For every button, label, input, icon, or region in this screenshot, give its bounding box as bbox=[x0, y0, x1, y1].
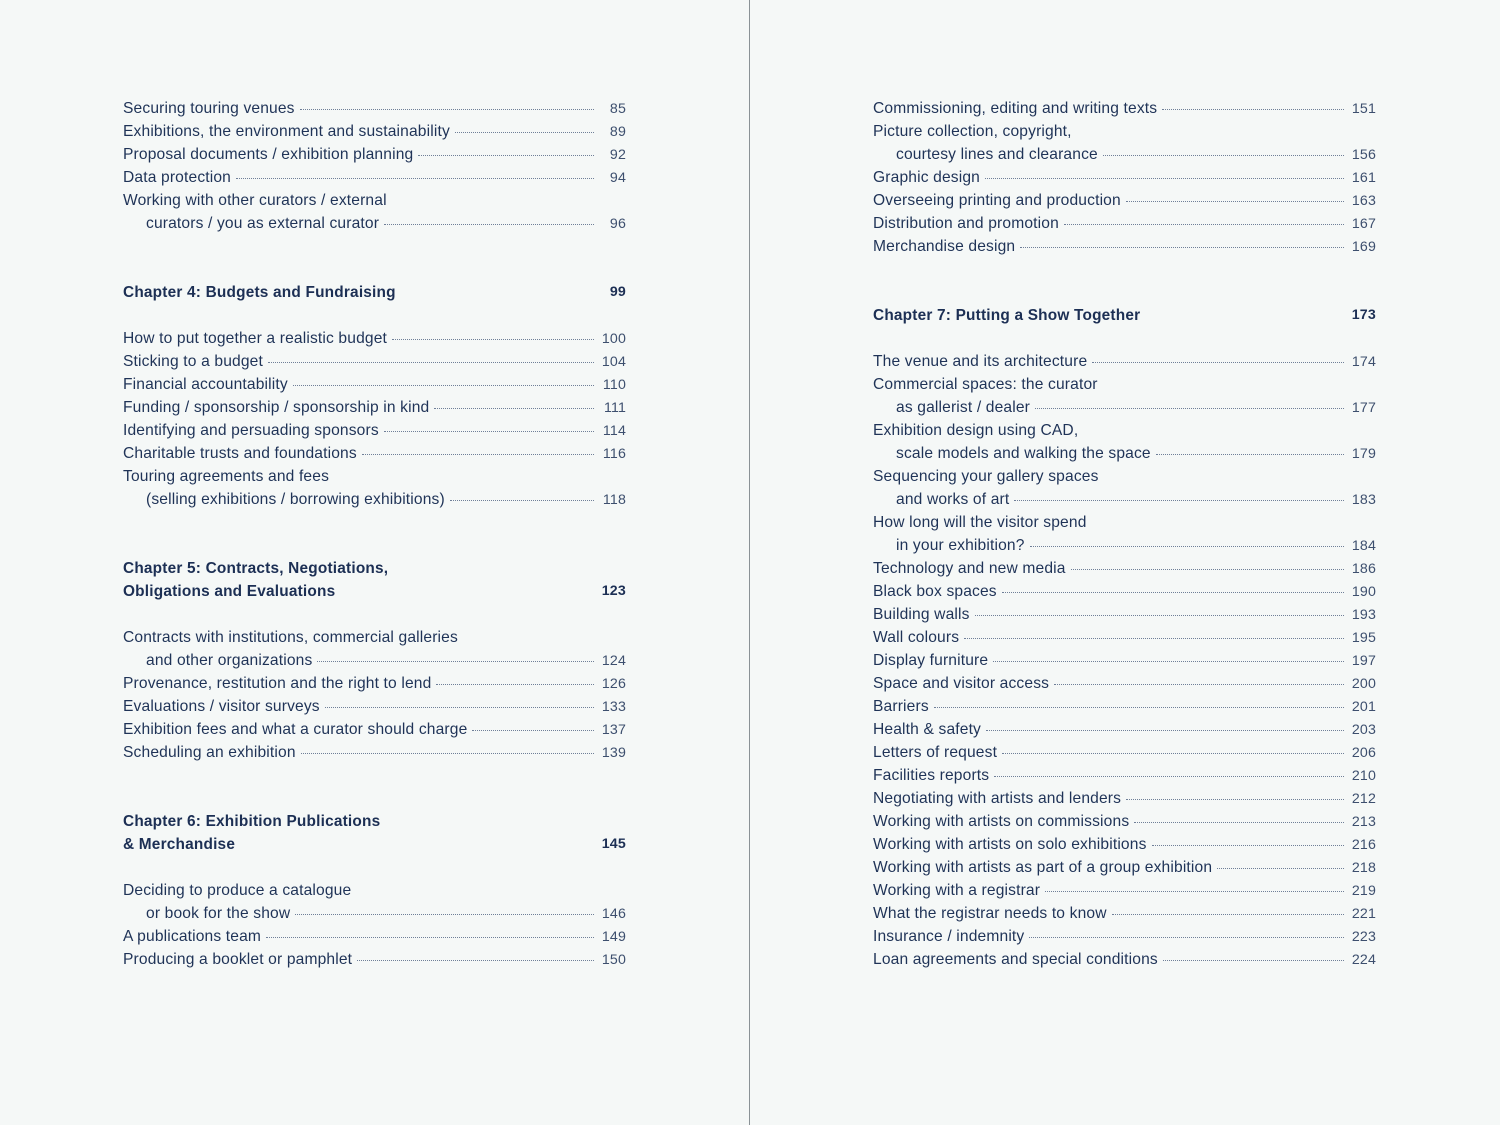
toc-entry bbox=[123, 442, 626, 465]
dot-leader bbox=[1103, 154, 1344, 156]
toc-page-number: 124 bbox=[601, 653, 626, 669]
toc-entry bbox=[123, 373, 626, 396]
dot-leader bbox=[1020, 246, 1344, 248]
toc-page-number: 177 bbox=[1351, 400, 1376, 416]
toc-entry-title: Negotiating with artists and lenders bbox=[873, 790, 1122, 807]
toc-entry-title: Technology and new media bbox=[873, 560, 1066, 577]
dot-leader bbox=[1071, 568, 1344, 570]
toc-page-number: 169 bbox=[1351, 239, 1376, 255]
toc-page-number: 163 bbox=[1351, 193, 1376, 209]
dot-leader bbox=[1217, 867, 1344, 869]
toc-entry bbox=[123, 212, 626, 235]
toc-entry-title: A publications team bbox=[123, 928, 262, 945]
toc-page-number: 206 bbox=[1351, 745, 1376, 761]
toc-entry bbox=[873, 166, 1376, 189]
toc-entry-title: Evaluations / visitor surveys bbox=[123, 698, 320, 715]
chapter-heading bbox=[873, 304, 1376, 327]
toc-page-number: 139 bbox=[601, 745, 626, 761]
toc-page-number: 156 bbox=[1351, 147, 1376, 163]
dot-leader bbox=[1134, 821, 1344, 823]
chapter-title: Chapter 6: Exhibition Publications bbox=[123, 813, 381, 830]
dot-leader bbox=[392, 338, 594, 340]
toc-entry bbox=[873, 925, 1376, 948]
dot-leader bbox=[236, 177, 594, 179]
toc-entry bbox=[123, 925, 626, 948]
chapter-title-row bbox=[123, 557, 626, 580]
toc-entry-title: Securing touring venues bbox=[123, 100, 295, 117]
dot-leader bbox=[1156, 453, 1344, 455]
toc-entry bbox=[873, 235, 1376, 258]
dot-leader bbox=[1064, 223, 1344, 225]
toc-entry-title-line: Exhibition design using CAD, bbox=[873, 422, 1079, 439]
chapter-title: Obligations and Evaluations bbox=[123, 583, 336, 600]
chapter-title-row bbox=[123, 580, 626, 603]
toc-page-number: 203 bbox=[1351, 722, 1376, 738]
chapter-spacer bbox=[123, 856, 626, 879]
dot-leader bbox=[300, 108, 594, 110]
toc-page-number: 151 bbox=[1351, 101, 1376, 117]
toc-entry bbox=[123, 488, 626, 511]
toc-entry bbox=[123, 419, 626, 442]
toc-entry bbox=[873, 350, 1376, 373]
section-spacer bbox=[873, 258, 1376, 304]
toc-entry-title: Wall colours bbox=[873, 629, 960, 646]
chapter-title-row bbox=[123, 281, 626, 304]
toc-page-number: 212 bbox=[1351, 791, 1376, 807]
toc-entry-title: or book for the show bbox=[146, 905, 291, 922]
section-spacer bbox=[123, 511, 626, 557]
dot-leader bbox=[362, 453, 594, 455]
toc-entry-title: scale models and walking the space bbox=[896, 445, 1151, 462]
toc-entry-title: Loan agreements and special conditions bbox=[873, 951, 1158, 968]
toc-entry-title: Merchandise design bbox=[873, 238, 1016, 255]
toc-page-number: 167 bbox=[1351, 216, 1376, 232]
toc-entry-title: Display furniture bbox=[873, 652, 989, 669]
toc-entry bbox=[873, 442, 1376, 465]
toc-entry bbox=[123, 350, 626, 373]
toc-entry-title: Identifying and persuading sponsors bbox=[123, 422, 379, 439]
right-toc-column bbox=[873, 97, 1376, 971]
toc-page-number: 193 bbox=[1351, 607, 1376, 623]
toc-entry-title: Funding / sponsorship / sponsorship in kind bbox=[123, 399, 430, 416]
toc-entry-title: Graphic design bbox=[873, 169, 980, 186]
toc-entry bbox=[873, 718, 1376, 741]
toc-entry bbox=[123, 120, 626, 143]
dot-leader bbox=[1126, 798, 1344, 800]
dot-leader bbox=[455, 131, 594, 133]
toc-entry-title: Working with artists on solo exhibitions bbox=[873, 836, 1147, 853]
dot-leader bbox=[357, 959, 594, 961]
dot-leader bbox=[325, 706, 594, 708]
toc-page-number: 201 bbox=[1351, 699, 1376, 715]
toc-entry bbox=[873, 948, 1376, 971]
toc-page-number: 137 bbox=[601, 722, 626, 738]
dot-leader bbox=[266, 936, 594, 938]
right-page bbox=[750, 0, 1500, 1125]
dot-leader bbox=[268, 361, 594, 363]
dot-leader bbox=[1030, 545, 1344, 547]
toc-page-number: 213 bbox=[1351, 814, 1376, 830]
toc-page-number: 114 bbox=[602, 423, 626, 439]
toc-page-number: 133 bbox=[601, 699, 626, 715]
chapter-spacer bbox=[123, 603, 626, 626]
toc-entry-title: and other organizations bbox=[146, 652, 313, 669]
toc-entry-title: Space and visitor access bbox=[873, 675, 1050, 692]
toc-entry-title: What the registrar needs to know bbox=[873, 905, 1107, 922]
toc-entry-title-line: Touring agreements and fees bbox=[123, 468, 330, 485]
chapter-heading bbox=[123, 557, 626, 603]
toc-entry-title: and works of art bbox=[896, 491, 1010, 508]
left-page bbox=[0, 0, 749, 1125]
chapter-page-number: 173 bbox=[1351, 307, 1376, 323]
dot-leader bbox=[934, 706, 1344, 708]
chapter-title-row bbox=[123, 810, 626, 833]
toc-page-number: 223 bbox=[1351, 929, 1376, 945]
toc-entry bbox=[873, 580, 1376, 603]
toc-entry bbox=[873, 672, 1376, 695]
dot-leader bbox=[985, 177, 1344, 179]
toc-page-number: 216 bbox=[1351, 837, 1376, 853]
toc-entry bbox=[123, 396, 626, 419]
toc-page-number: 100 bbox=[601, 331, 626, 347]
toc-entry bbox=[873, 695, 1376, 718]
dot-leader bbox=[1163, 959, 1344, 961]
toc-entry-title-line: Picture collection, copyright, bbox=[873, 123, 1072, 140]
toc-entry-title: Scheduling an exhibition bbox=[123, 744, 296, 761]
toc-entry bbox=[123, 902, 626, 925]
toc-page-number: 104 bbox=[601, 354, 626, 370]
toc-page-number: 161 bbox=[1351, 170, 1376, 186]
toc-entry-title: curators / you as external curator bbox=[146, 215, 380, 232]
toc-entry bbox=[873, 212, 1376, 235]
chapter-heading bbox=[123, 810, 626, 856]
toc-entry-title-line: Commercial spaces: the curator bbox=[873, 376, 1098, 393]
toc-page-number: 219 bbox=[1351, 883, 1376, 899]
toc-page-number: 224 bbox=[1351, 952, 1376, 968]
left-toc-column bbox=[123, 97, 626, 971]
toc-entry-title: Charitable trusts and foundations bbox=[123, 445, 357, 462]
toc-entry bbox=[873, 143, 1376, 166]
toc-entry bbox=[873, 396, 1376, 419]
toc-entry bbox=[123, 143, 626, 166]
toc-entry bbox=[873, 557, 1376, 580]
toc-page-number: 92 bbox=[609, 147, 626, 163]
chapter-page-number: 123 bbox=[601, 583, 626, 599]
dot-leader bbox=[994, 775, 1344, 777]
dot-leader bbox=[384, 223, 594, 225]
section-spacer bbox=[123, 764, 626, 810]
toc-page-number: 195 bbox=[1351, 630, 1376, 646]
toc-page-number: 126 bbox=[601, 676, 626, 692]
dot-leader bbox=[1126, 200, 1344, 202]
toc-page-number: 96 bbox=[609, 216, 626, 232]
toc-entry bbox=[123, 672, 626, 695]
toc-entry-title: Sticking to a budget bbox=[123, 353, 263, 370]
toc-page-number: 221 bbox=[1351, 906, 1376, 922]
toc-page-number: 110 bbox=[602, 377, 626, 393]
dot-leader bbox=[418, 154, 594, 156]
dot-leader bbox=[301, 752, 594, 754]
toc-page-number: 150 bbox=[601, 952, 626, 968]
chapter-title: Chapter 4: Budgets and Fundraising bbox=[123, 284, 396, 301]
toc-page-number: 183 bbox=[1351, 492, 1376, 508]
toc-page-number: 85 bbox=[609, 101, 626, 117]
toc-page-number: 179 bbox=[1351, 446, 1376, 462]
dot-leader bbox=[293, 384, 594, 386]
toc-entry-title: Black box spaces bbox=[873, 583, 997, 600]
toc-entry-title: Working with artists on commissions bbox=[873, 813, 1130, 830]
toc-entry-title: Exhibition fees and what a curator should charge bbox=[123, 721, 468, 738]
toc-entry-title: Provenance, restitution and the right to lend bbox=[123, 675, 432, 692]
toc-entry bbox=[873, 764, 1376, 787]
chapter-title: Chapter 7: Putting a Show Together bbox=[873, 307, 1141, 324]
toc-page-number: 190 bbox=[1351, 584, 1376, 600]
toc-page-number: 197 bbox=[1351, 653, 1376, 669]
toc-entry-title: in your exhibition? bbox=[896, 537, 1025, 554]
dot-leader bbox=[295, 913, 594, 915]
toc-entry-title: Overseeing printing and production bbox=[873, 192, 1121, 209]
toc-entry-title: courtesy lines and clearance bbox=[896, 146, 1098, 163]
toc-entry-title: Facilities reports bbox=[873, 767, 990, 784]
dot-leader bbox=[975, 614, 1344, 616]
chapter-title: Chapter 5: Contracts, Negotiations, bbox=[123, 560, 389, 577]
toc-page-number: 146 bbox=[601, 906, 626, 922]
toc-page-number: 210 bbox=[1351, 768, 1376, 784]
dot-leader bbox=[1014, 499, 1344, 501]
toc-entry-title: as gallerist / dealer bbox=[896, 399, 1031, 416]
dot-leader bbox=[1002, 591, 1344, 593]
toc-entry bbox=[873, 833, 1376, 856]
dot-leader bbox=[1002, 752, 1344, 754]
dot-leader bbox=[1054, 683, 1344, 685]
toc-entry bbox=[123, 327, 626, 350]
toc-entry-title: Health & safety bbox=[873, 721, 981, 738]
toc-page-number: 218 bbox=[1351, 860, 1376, 876]
chapter-heading bbox=[123, 281, 626, 304]
chapter-page-number: 99 bbox=[609, 284, 626, 300]
toc-entry-title: Exhibitions, the environment and sustainability bbox=[123, 123, 450, 140]
chapter-title-row bbox=[873, 304, 1376, 327]
dot-leader bbox=[993, 660, 1344, 662]
dot-leader bbox=[1035, 407, 1344, 409]
toc-entry bbox=[873, 97, 1376, 120]
toc-page-number: 118 bbox=[602, 492, 626, 508]
dot-leader bbox=[1092, 361, 1344, 363]
toc-entry-title: Working with artists as part of a group exhibition bbox=[873, 859, 1213, 876]
toc-entry-title: Proposal documents / exhibition planning bbox=[123, 146, 414, 163]
toc-entry-title-line: Working with other curators / external bbox=[123, 192, 387, 209]
dot-leader bbox=[436, 683, 594, 685]
toc-entry-title-line: Contracts with institutions, commercial galleries bbox=[123, 629, 458, 646]
dot-leader bbox=[964, 637, 1344, 639]
toc-entry bbox=[123, 166, 626, 189]
toc-entry bbox=[873, 189, 1376, 212]
toc-entry-title: (selling exhibitions / borrowing exhibitions) bbox=[146, 491, 445, 508]
dot-leader bbox=[472, 729, 594, 731]
dot-leader bbox=[1112, 913, 1344, 915]
toc-entry bbox=[873, 534, 1376, 557]
toc-entry bbox=[123, 741, 626, 764]
dot-leader bbox=[434, 407, 594, 409]
toc-page-number: 186 bbox=[1351, 561, 1376, 577]
chapter-title: & Merchandise bbox=[123, 836, 236, 853]
dot-leader bbox=[1045, 890, 1344, 892]
toc-entry bbox=[873, 603, 1376, 626]
toc-entry bbox=[123, 948, 626, 971]
toc-entry bbox=[873, 902, 1376, 925]
dot-leader bbox=[986, 729, 1344, 731]
toc-page-number: 149 bbox=[601, 929, 626, 945]
toc-entry-title: Commissioning, editing and writing texts bbox=[873, 100, 1158, 117]
toc-entry bbox=[873, 488, 1376, 511]
toc-entry-title: How to put together a realistic budget bbox=[123, 330, 388, 347]
toc-entry bbox=[123, 718, 626, 741]
toc-entry bbox=[873, 626, 1376, 649]
chapter-page-number: 145 bbox=[601, 836, 626, 852]
toc-entry-title: Distribution and promotion bbox=[873, 215, 1059, 232]
toc-entry bbox=[873, 741, 1376, 764]
dot-leader bbox=[1152, 844, 1344, 846]
chapter-title-row bbox=[123, 833, 626, 856]
toc-entry-title: Financial accountability bbox=[123, 376, 288, 393]
toc-page-number: 184 bbox=[1351, 538, 1376, 554]
toc-page-number: 174 bbox=[1351, 354, 1376, 370]
toc-entry bbox=[873, 856, 1376, 879]
toc-entry bbox=[873, 879, 1376, 902]
toc-entry bbox=[123, 695, 626, 718]
toc-page-number: 116 bbox=[602, 446, 626, 462]
dot-leader bbox=[1162, 108, 1344, 110]
dot-leader bbox=[450, 499, 594, 501]
toc-entry-title: Insurance / indemnity bbox=[873, 928, 1025, 945]
toc-page-number: 200 bbox=[1351, 676, 1376, 692]
dot-leader bbox=[384, 430, 594, 432]
toc-entry-title: Barriers bbox=[873, 698, 929, 715]
toc-entry-title-line: How long will the visitor spend bbox=[873, 514, 1087, 531]
toc-entry-title: The venue and its architecture bbox=[873, 353, 1088, 370]
toc-entry-title: Working with a registrar bbox=[873, 882, 1041, 899]
toc-entry-title-line: Sequencing your gallery spaces bbox=[873, 468, 1099, 485]
toc-entry bbox=[873, 649, 1376, 672]
toc-entry bbox=[123, 649, 626, 672]
toc-entry-title-line: Deciding to produce a catalogue bbox=[123, 882, 352, 899]
chapter-spacer bbox=[123, 304, 626, 327]
toc-entry-title: Data protection bbox=[123, 169, 232, 186]
toc-entry-title: Letters of request bbox=[873, 744, 998, 761]
toc-entry bbox=[873, 787, 1376, 810]
toc-page-number: 94 bbox=[609, 170, 626, 186]
toc-page-number: 111 bbox=[603, 400, 626, 416]
toc-entry bbox=[123, 97, 626, 120]
toc-page-number: 89 bbox=[609, 124, 626, 140]
section-spacer bbox=[123, 235, 626, 281]
chapter-spacer bbox=[873, 327, 1376, 350]
dot-leader bbox=[1029, 936, 1344, 938]
toc-entry-title: Producing a booklet or pamphlet bbox=[123, 951, 353, 968]
toc-entry bbox=[873, 810, 1376, 833]
dot-leader bbox=[317, 660, 594, 662]
toc-entry-title: Building walls bbox=[873, 606, 970, 623]
